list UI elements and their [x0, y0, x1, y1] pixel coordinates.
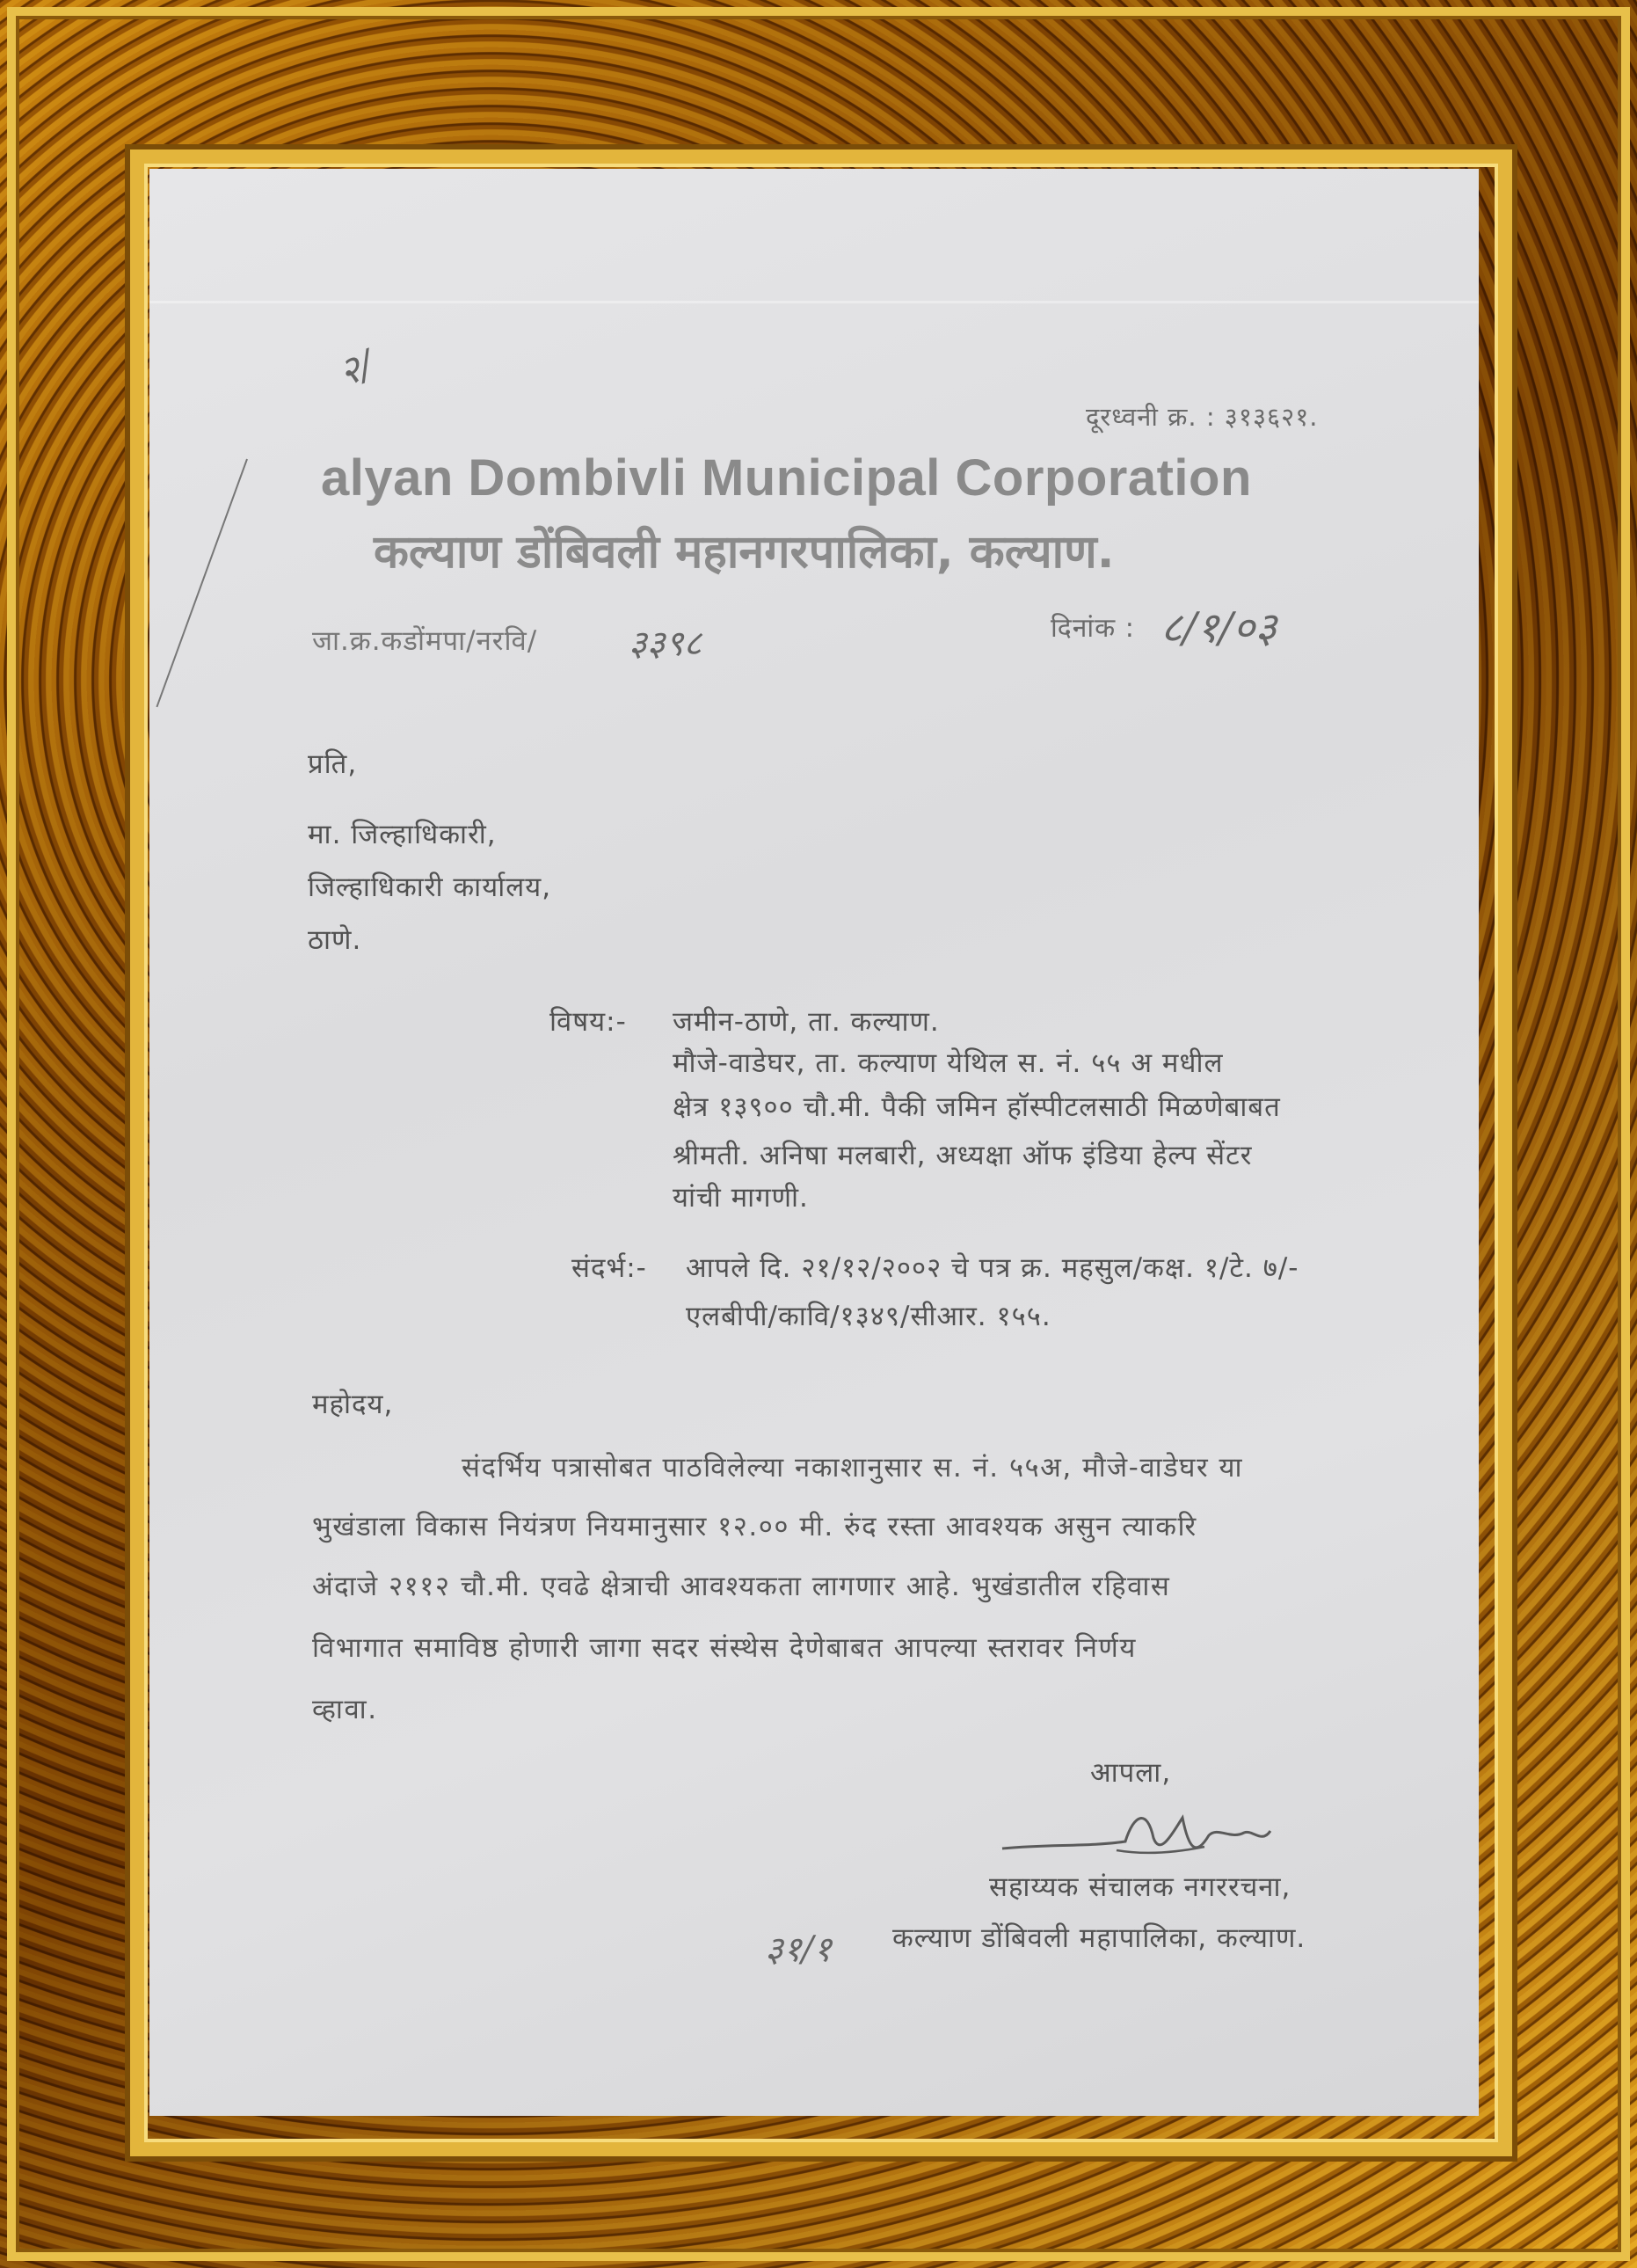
signatory-title: सहाय्यक संचालक नगररचना, [989, 1871, 1291, 1903]
date-label: दिनांक : [1051, 613, 1135, 644]
subject-line-3: क्षेत्र १३९०० चौ.मी. पैकी जमिन हॉस्पीटलसाठी मिळणेबाबत [673, 1091, 1281, 1123]
subject-label: विषय:- [549, 1006, 627, 1038]
reference-prefix: जा.क्र.कडोंमपा/नरवि/ [312, 625, 538, 657]
addressee-line-3: ठाणे. [308, 924, 362, 956]
addressee-line-1: मा. जिल्हाधिकारी, [308, 819, 497, 850]
subject-line-2: मौजे-वाडेघर, ता. कल्याण येथिल स. नं. ५५ अ मधील [673, 1047, 1224, 1079]
date-value: ८/१/०३ [1160, 603, 1277, 653]
subject-line-1: जमीन-ठाणे, ता. कल्याण. [673, 1006, 940, 1038]
letter-paper [149, 169, 1479, 2116]
salutation: महोदय, [312, 1389, 394, 1420]
corner-mark: २/ [332, 341, 380, 396]
body-line-3: अंदाजे २११२ चौ.मी. एवढे क्षेत्राची आवश्यकता लागणार आहे. भुखंडातील रहिवास [312, 1571, 1171, 1602]
to-label: प्रति, [308, 748, 358, 780]
subject-line-4: श्रीमती. अनिषा मलबारी, अध्यक्षा ऑफ इंडिया हेल्प सेंटर [673, 1140, 1253, 1171]
reference-line-1: आपले दि. २१/१२/२००२ चे पत्र क्र. महसुल/कक्ष. १/टे. ७/- [686, 1252, 1299, 1284]
paper-crease [149, 301, 1479, 303]
subject-line-5: यांची मागणी. [673, 1182, 809, 1214]
signatory-org: कल्याण डोंबिवली महापालिका, कल्याण. [892, 1922, 1306, 1954]
body-line-1: संदर्भिय पत्रासोबत पाठविलेल्या नकाशानुसार स. नं. ५५अ, मौजे-वाडेघर या [462, 1452, 1244, 1484]
reference-line-2: एलबीपी/कावि/१३४९/सीआर. १५५. [686, 1301, 1051, 1332]
body-line-5: व्हावा. [312, 1694, 378, 1725]
reference-label: संदर्भ:- [571, 1252, 647, 1284]
body-line-4: विभागात समाविष्ठ होणारी जागा सदर संस्थेस देणेबाबत आपल्या स्तरावर निर्णय [312, 1632, 1137, 1664]
org-name-marathi: कल्याण डोंबिवली महानगरपालिका, कल्याण. [374, 526, 1115, 579]
phone-number: दूरध्वनी क्र. : ३१३६२१. [1086, 402, 1319, 432]
reference-number: ३३९८ [629, 624, 702, 664]
body-line-2: भुखंडाला विकास नियंत्रण नियमानुसार १२.०० मी. रुंद रस्ता आवश्यक असुन त्याकरि [312, 1511, 1197, 1542]
closing: आपला, [1090, 1757, 1172, 1789]
margin-note: ३१/१ [765, 1929, 832, 1970]
addressee-line-2: जिल्हाधिकारी कार्यालय, [308, 871, 552, 903]
org-name-english: alyan Dombivli Municipal Corporation [321, 449, 1252, 507]
pen-stroke [156, 459, 247, 708]
